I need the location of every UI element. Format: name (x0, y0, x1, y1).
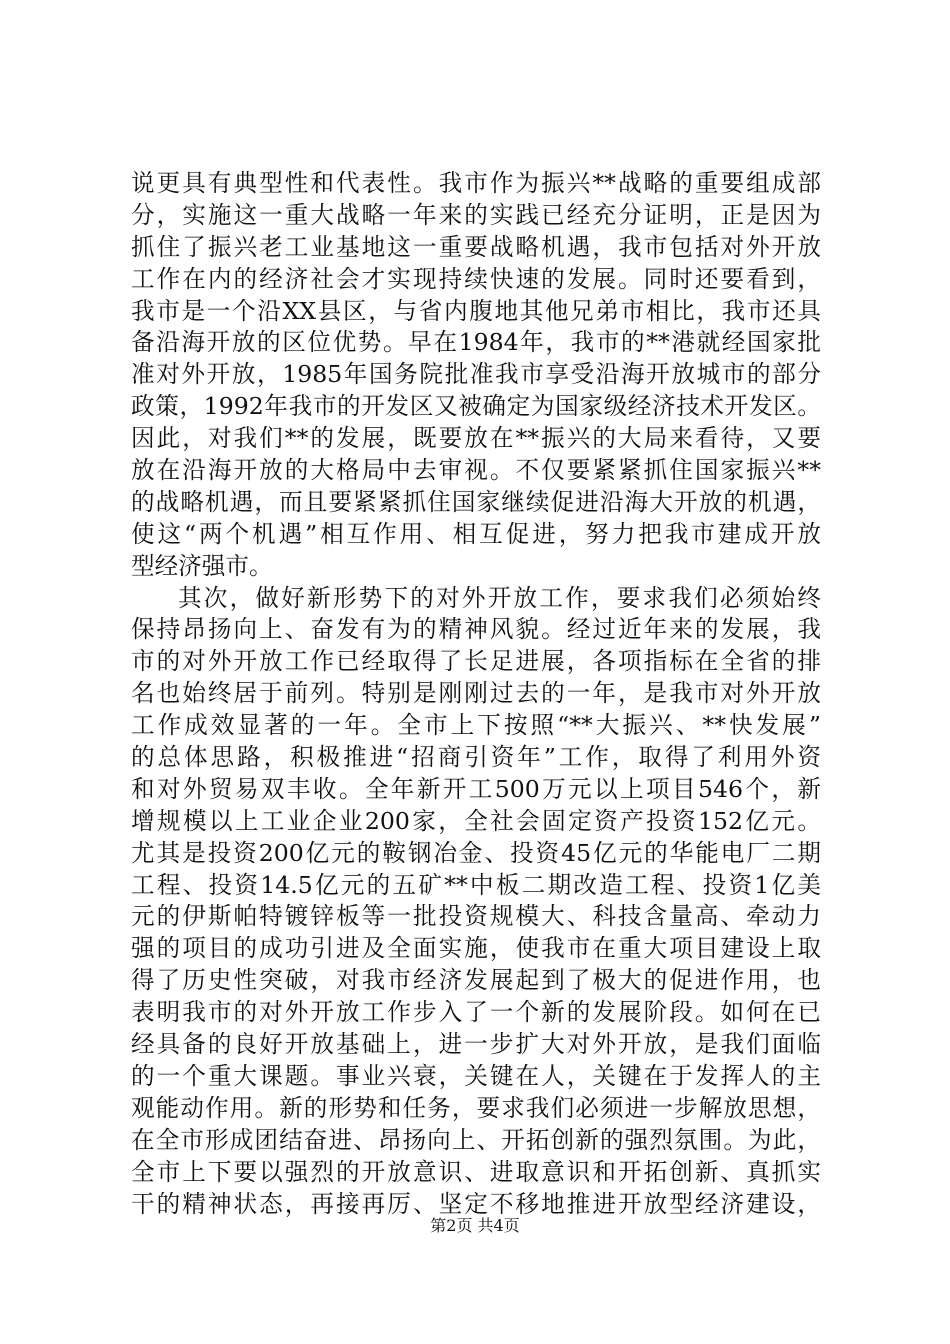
text-line: 放在沿海开放的大格局中去审视。不仅要紧紧抓住国家振兴** (131, 456, 821, 485)
text-line: 抓住了振兴老工业基地这一重要战略机遇，我市包括对外开放 (131, 232, 821, 261)
text-line: 工作在内的经济社会才实现持续快速的发展。同时还要看到， (131, 264, 821, 293)
text-line: 使这“两个机遇”相互作用、相互促进，努力把我市建成开放 (131, 519, 821, 548)
text-line: 和对外贸易双丰收。全年新开工500万元以上项目546个，新 (131, 774, 821, 803)
text-line: 的总体思路，积极推进“招商引资年”工作，取得了利用外资 (131, 743, 821, 772)
text-line: 我市是一个沿XX县区，与省内腹地其他兄弟市相比，我市还具 (131, 296, 821, 325)
text-line: 全市上下要以强烈的开放意识、进取意识和开拓创新、真抓实 (131, 1157, 821, 1186)
text-line: 保持昂扬向上、奋发有为的精神风貌。经过近年来的发展，我 (131, 615, 821, 644)
body-text (131, 168, 821, 1220)
page-footer: 第2页 共4页 (430, 1216, 520, 1235)
text-line: 型经济强市。 (131, 551, 273, 580)
text-line: 干的精神状态，再接再厉、坚定不移地推进开放型经济建设， (131, 1189, 821, 1218)
text-line: 政策，1992年我市的开发区又被确定为国家级经济技术开发区。 (131, 392, 821, 421)
text-line: 元的伊斯帕特镀锌板等一批投资规模大、科技含量高、牵动力 (131, 902, 821, 931)
text-line: 名也始终居于前列。特别是刚刚过去的一年，是我市对外开放 (131, 679, 821, 708)
text-line: 说更具有典型性和代表性。我市作为振兴**战略的重要组成部 (131, 169, 821, 197)
text-line: 的战略机遇，而且要紧紧抓住国家继续促进沿海大开放的机遇， (131, 487, 821, 516)
text-line: 市的对外开放工作已经取得了长足进展，各项指标在全省的排 (131, 647, 821, 676)
paragraph-start-line: 其次，做好新形势下的对外开放工作，要求我们必须始终 (178, 583, 821, 612)
text-line: 的一个重大课题。事业兴衰，关键在人，关键在于发挥人的主 (131, 1061, 821, 1090)
text-line: 工程、投资14.5亿元的五矿**中板二期改造工程、投资1亿美 (131, 870, 821, 899)
text-line: 备沿海开放的区位优势。早在1984年，我市的**港就经国家批 (131, 328, 821, 357)
text-line: 强的项目的成功引进及全面实施，使我市在重大项目建设上取 (131, 934, 821, 963)
text-line: 准对外开放，1985年国务院批准我市享受沿海开放城市的部分 (131, 360, 821, 389)
text-line: 分，实施这一重大战略一年来的实践已经充分证明，正是因为 (131, 200, 821, 229)
text-line: 因此，对我们**的发展，既要放在**振兴的大局来看待，又要 (131, 424, 821, 453)
text-line: 经具备的良好开放基础上，进一步扩大对外开放，是我们面临 (131, 1030, 821, 1059)
text-line: 工作成效显著的一年。全市上下按照“**大振兴、**快发展” (131, 711, 821, 740)
text-line: 在全市形成团结奋进、昂扬向上、开拓创新的强烈氛围。为此， (131, 1125, 821, 1154)
text-line: 尤其是投资200亿元的鞍钢冶金、投资45亿元的华能电厂二期 (131, 838, 821, 867)
text-line: 增规模以上工业企业200家，全社会固定资产投资152亿元。 (131, 806, 821, 835)
text-line: 观能动作用。新的形势和任务，要求我们必须进一步解放思想， (131, 1093, 821, 1122)
text-line: 得了历史性突破，对我市经济发展起到了极大的促进作用，也 (131, 966, 821, 995)
text-line: 表明我市的对外开放工作步入了一个新的发展阶段。如何在已 (131, 998, 821, 1027)
